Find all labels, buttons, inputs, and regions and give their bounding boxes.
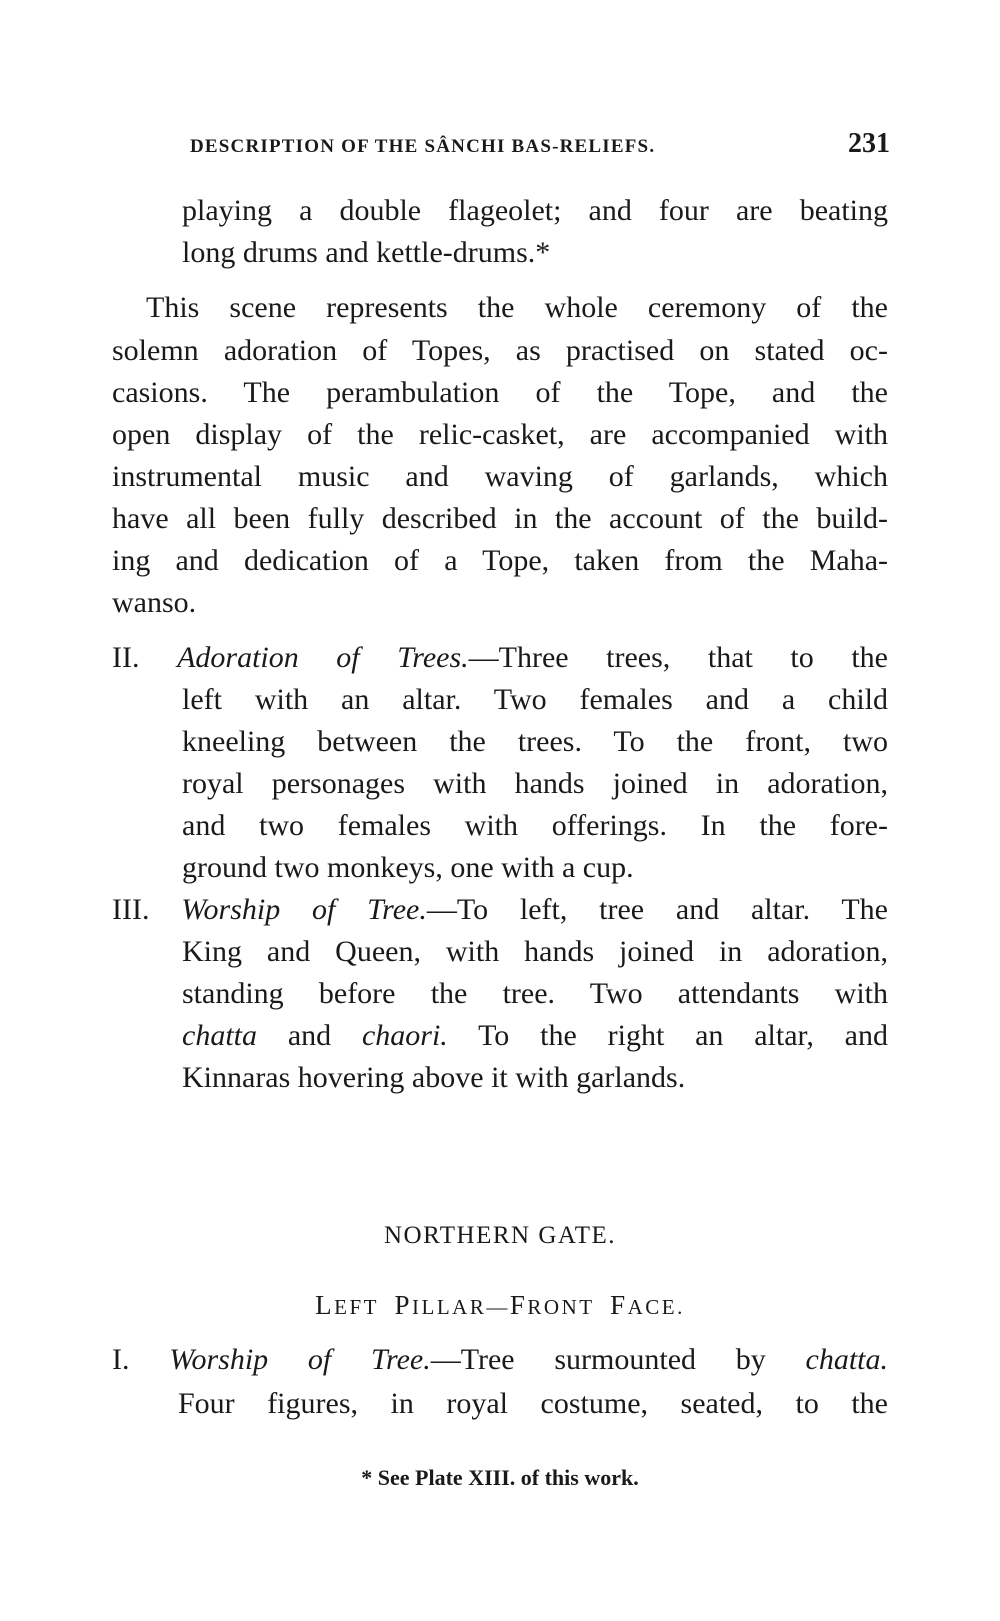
item-iii-heading <box>112 895 888 925</box>
text-line: ground two monkeys, one with a cup. <box>182 851 634 884</box>
text-fragment: and <box>257 1019 362 1052</box>
sc-cap: L <box>315 1290 335 1320</box>
sc-rest: ILLAR <box>412 1295 487 1319</box>
sc-rest: EFT <box>334 1295 379 1319</box>
sc-rest: RONT <box>527 1295 595 1319</box>
italic-term-chatta: chatta <box>182 1019 257 1052</box>
sc-cap: F <box>610 1290 628 1320</box>
sc-cap: P <box>394 1290 413 1320</box>
sc-cap: F <box>509 1290 528 1320</box>
item-i-title: Worship of Tree. <box>169 1343 431 1376</box>
item-i-numeral: I. <box>112 1343 130 1376</box>
item-ii-title: Adoration of Trees. <box>177 641 469 674</box>
item-iii-title: Worship of Tree. <box>181 893 427 926</box>
item-iii-first-text: —To left, tree and altar. The <box>426 893 889 926</box>
text-line: Four figures, in royal costume, seated, to the <box>178 1387 888 1420</box>
text-line: instrumental music and waving of garlands, which <box>112 460 888 493</box>
text-line: and two females with offerings. In the fore- <box>182 809 888 842</box>
running-title: DESCRIPTION OF THE SÂNCHI BAS-RELIEFS. <box>190 136 656 157</box>
text-line: playing a double flageolet; and four are beating <box>182 194 888 227</box>
item-ii-numeral: II. <box>112 641 140 674</box>
text-line: standing before the tree. Two attendants with <box>182 977 888 1010</box>
text-line: King and Queen, with hands joined in adoration, <box>182 935 888 968</box>
text-line: long drums and kettle-drums.* <box>182 236 551 269</box>
item-ii-first-text: —Three trees, that to the <box>468 641 888 674</box>
italic-term-chaori: chaori. <box>361 1019 448 1052</box>
sub-heading-dash: — <box>486 1295 510 1319</box>
item-i-first-text: —Tree surmounted by <box>430 1343 806 1376</box>
text-line: open display of the relic-casket, are accompanied with <box>112 418 888 451</box>
footnote: * See Plate XIII. of this work. <box>361 1465 639 1490</box>
item-i-heading <box>112 1345 888 1375</box>
text-line: Kinnaras hovering above it with garlands. <box>182 1061 686 1094</box>
text-line: This scene represents the whole ceremony of the <box>146 291 888 324</box>
item-iii-numeral: III. <box>112 893 150 926</box>
text-line: kneeling between the trees. To the front, two <box>182 725 888 758</box>
text-line: have all been fully described in the account of the build- <box>112 502 888 535</box>
text-line: royal personages with hands joined in adoration, <box>182 767 888 800</box>
item-ii-heading <box>112 643 888 673</box>
running-head <box>190 128 890 160</box>
italic-term-chatta: chatta. <box>805 1343 888 1376</box>
text-line: solemn adoration of Topes, as practised on stated oc- <box>112 334 888 367</box>
text-fragment: To the right an altar, and <box>447 1019 888 1052</box>
text-line: left with an altar. Two females and a child <box>182 683 888 716</box>
page-number: 231 <box>848 128 890 159</box>
item-iii-line-4 <box>182 1021 888 1051</box>
text-line: wanso. <box>112 586 197 619</box>
text-line: ing and dedication of a Tope, taken from the Maha- <box>112 544 888 577</box>
sub-heading <box>0 1290 1000 1321</box>
sc-rest: ACE. <box>627 1295 685 1319</box>
section-heading: NORTHERN GATE. <box>384 1222 616 1249</box>
text-line: casions. The perambulation of the Tope, and the <box>112 376 888 409</box>
